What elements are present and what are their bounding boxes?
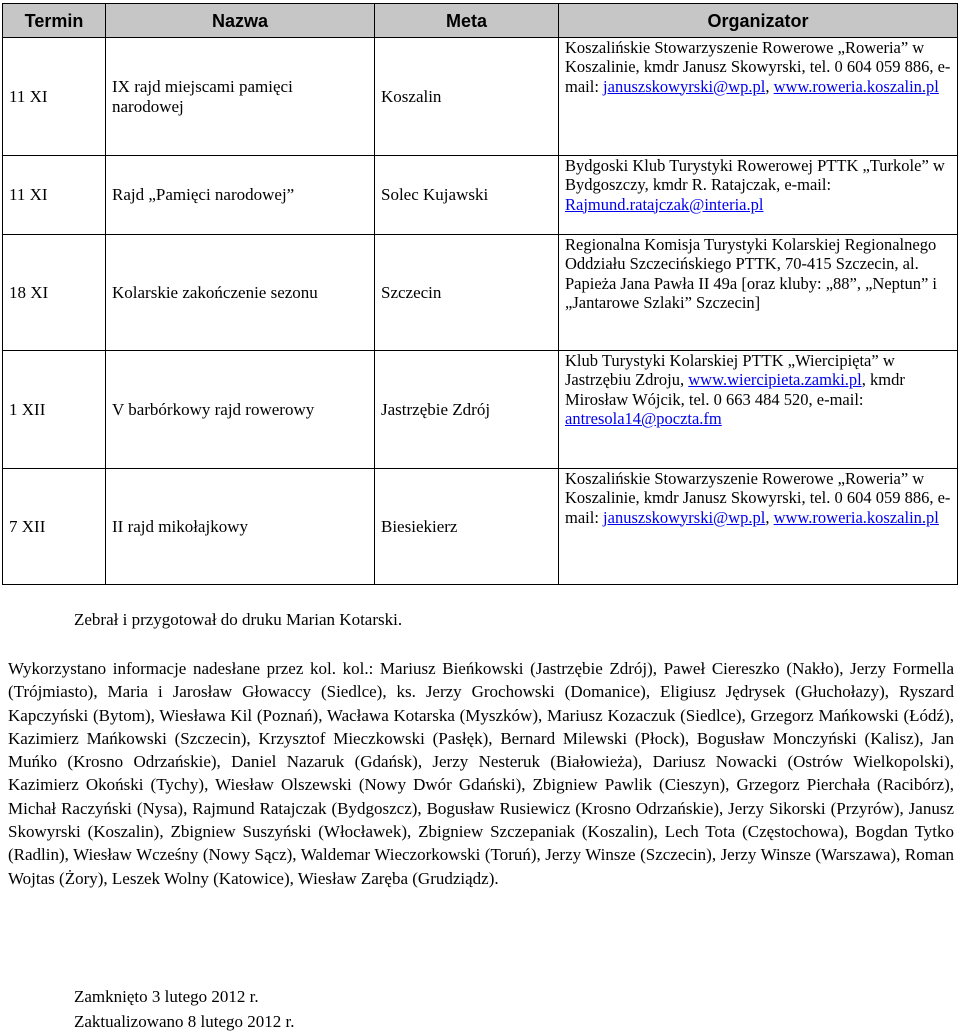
table-row — [3, 38, 958, 156]
cell-organizator — [559, 469, 958, 585]
email-link[interactable]: antresola14@poczta.fm — [565, 408, 722, 428]
organizer-text: Koszalińskie Stowarzyszenie Rowerowe „Roweria” w Koszalinie, kmdr Janusz Skowyrski, tel. 0 604 059 886, e-mail: — [565, 38, 951, 96]
organizer-text: Klub Turystyki Kolarskiej PTTK „Wiercipięta” w Jastrzębiu Zdroju, — [565, 351, 895, 390]
header-row — [3, 4, 958, 38]
table-row — [3, 235, 958, 351]
header-meta: Meta — [375, 4, 559, 38]
cell-meta: Biesiekierz — [375, 469, 559, 585]
header-organizator: Organizator — [559, 4, 958, 38]
organizer-text: Bydgoski Klub Turystyki Rowerowej PTTK „Turkole” w Bydgoszczy, kmdr R. Ratajczak, e-mail: — [565, 156, 945, 195]
separator-text: , — [765, 76, 774, 96]
organizer-text: Regionalna Komisja Turystyki Kolarskiej Regionalnego Oddziału Szczecińskiego PTTK, 70-415 Szczecin, al. Papieża Jana Pawła II 49a [oraz kluby: „88”, „Neptun” i „Jantarowe Szlaki” Szczecin] — [565, 235, 938, 312]
cell-termin: 1 XII — [3, 351, 106, 469]
table-row — [3, 156, 958, 235]
cell-nazwa: Kolarskie zakończenie sezonu — [106, 235, 375, 351]
website-link[interactable]: www.roweria.koszalin.pl — [773, 507, 939, 527]
cell-termin: 7 XII — [3, 469, 106, 585]
cell-organizator — [559, 351, 958, 469]
cell-meta: Jastrzębie Zdrój — [375, 351, 559, 469]
table-row — [3, 351, 958, 469]
organizer-text-cont: , kmdr Mirosław Wójcik, tel. 0 663 484 520, e-mail: — [565, 370, 905, 409]
closed-date: Zamknięto 3 lutego 2012 r. — [74, 987, 259, 1006]
updated-date: Zaktualizowano 8 lutego 2012 r. — [74, 1012, 295, 1031]
cell-organizator — [559, 235, 958, 351]
header-termin: Termin — [3, 4, 106, 38]
cell-termin: 11 XI — [3, 156, 106, 235]
cell-nazwa: Rajd „Pamięci narodowej” — [106, 156, 375, 235]
cell-nazwa: IX rajd miejscami pamięci narodowej — [106, 38, 375, 156]
credit-text: Zebrał i przygotował do druku Marian Kotarski. — [74, 610, 403, 629]
email-link[interactable]: januszskowyrski@wp.pl — [603, 76, 766, 96]
cell-termin: 18 XI — [3, 235, 106, 351]
cell-nazwa: II rajd mikołajkowy — [106, 469, 375, 585]
cell-organizator — [559, 38, 958, 156]
cell-meta: Koszalin — [375, 38, 559, 156]
organizer-text: Koszalińskie Stowarzyszenie Rowerowe „Roweria” w Koszalinie, kmdr Janusz Skowyrski, tel. 0 604 059 886, e-mail: — [565, 469, 951, 527]
table-header — [3, 4, 958, 38]
events-table — [2, 3, 958, 585]
separator-text: , — [765, 507, 774, 527]
cell-termin: 11 XI — [3, 38, 106, 156]
website-link[interactable]: www.roweria.koszalin.pl — [773, 76, 939, 96]
contributors-paragraph: Wykorzystano informacje nadesłane przez kol. kol.: Mariusz Bieńkowski (Jastrzębie Zdrój), Paweł Ciereszko (Nakło), Jerzy Formella (Trójmiasto), Maria i Jarosław Głowaccy (Siedlce), ks. Jerzy Grochowski (Domanice), Eligiusz Jędrysek (Głuchołazy), Ryszard Kapczyński (Bytom), Wiesława Kil (Poznań), Wacława Kotarska (Myszków), Mariusz Kozaczuk (Siedlce), Grzegorz Mańkowski (Łódź), Kazimierz Mańkowski (Szczecin), Krzysztof Mieczkowski (Pasłęk), Bernard Milewski (Płock), Bogusław Monczyński (Kalisz), Jan Muńko (Krosno Odrzańskie), Daniel Nazaruk (Gdańsk), Jerzy Nesteruk (Białowieża), Dariusz Nowacki (Ostrów Wielkopolski), Kazimierz Okoński (Tychy), Wiesław Olszewski (Nowy Dwór Gdański), Zbigniew Pawlik (Cieszyn), Grzegorz Pierchała (Racibórz), Michał Raczyński (Nysa), Rajmund Ratajczak (Bydgoszcz), Bogusław Rusiewicz (Krosno Odrzańskie), Jerzy Sikorski (Przyrów), Janusz Skowyrski (Koszalin), Zbigniew Suszyński (Włocławek), Zbigniew Szczepaniak (Koszalin), Lech Tota (Częstochowa), Bogdan Tytko (Radlin), Wiesław Wcześny (Nowy Sącz), Waldemar Wieczorkowski (Toruń), Jerzy Winsze (Szczecin), Jerzy Winsze (Warszawa), Roman Wojtas (Żory), Leszek Wolny (Katowice), Wiesław Zaręba (Grudziądz). — [8, 659, 954, 888]
cell-nazwa: V barbórkowy rajd rowerowy — [106, 351, 375, 469]
table-row — [3, 469, 958, 585]
cell-meta: Solec Kujawski — [375, 156, 559, 235]
website-link[interactable]: www.wiercipieta.zamki.pl — [688, 370, 862, 390]
header-nazwa: Nazwa — [106, 4, 375, 38]
email-link[interactable]: Rajmund.ratajczak@interia.pl — [565, 194, 764, 214]
email-link[interactable]: januszskowyrski@wp.pl — [603, 507, 766, 527]
cell-meta: Szczecin — [375, 235, 559, 351]
cell-organizator — [559, 156, 958, 235]
